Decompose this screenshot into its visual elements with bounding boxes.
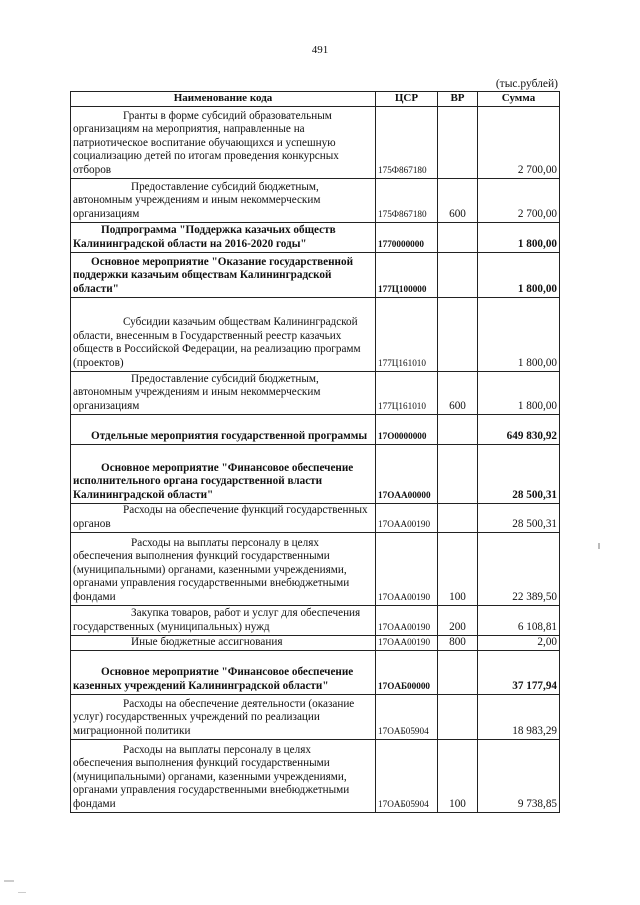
row-vr [438,650,478,694]
table-row [71,739,560,812]
row-vr: 600 [438,178,478,222]
row-csr: 17O0000000 [376,414,438,444]
row-csr: 177Ц100000 [376,252,438,297]
row-vr [438,252,478,297]
scan-mark [598,543,600,549]
column-header-sum: Сумма [478,92,560,107]
row-csr: 17OAA00190 [376,635,438,650]
row-name [71,252,376,297]
row-name [71,739,376,812]
table-row [71,178,560,222]
row-sum: 28 500,31 [478,444,560,503]
row-name-text: Основное мероприятие "Финансовое обеспечение исполнительного органа государственной власти Калининградской области" [73,461,354,501]
row-name-text: Субсидии казачьим обществам Калининградской области, внесенным в Государственный реестр казачьих обществ в Российской Федерации, на реализацию программ (проектов) [73,316,361,369]
row-csr: 175Ф867180 [376,178,438,222]
row-csr: 177Ц161010 [376,297,438,371]
row-sum: 2,00 [478,635,560,650]
row-name [71,635,376,650]
row-vr [438,222,478,252]
row-csr: 17OAA00190 [376,532,438,605]
row-name-text: Гранты в форме субсидий образовательным организациям на мероприятия, направленные на патриотическое воспитание обучающихся и успешную социализацию детей по итогам проведения конкурсных отборов [73,109,339,176]
row-csr: 17OAБ00000 [376,650,438,694]
row-vr [438,414,478,444]
row-vr: 200 [438,605,478,635]
row-sum: 28 500,31 [478,503,560,532]
row-vr [438,694,478,739]
row-name [71,650,376,694]
row-name-text: Расходы на обеспечение деятельности (оказание услуг) государственных учреждений по реализации миграционной политики [73,697,355,737]
table-row [71,222,560,252]
table-row [71,532,560,605]
column-header-csr: ЦСР [376,92,438,107]
row-csr: 1770000000 [376,222,438,252]
table-row [71,106,560,178]
table-row [71,297,560,371]
row-vr [438,106,478,178]
row-name-text: Закупка товаров, работ и услуг для обеспечения государственных (муниципальных) нужд [73,607,361,633]
row-name [71,371,376,414]
row-vr: 600 [438,371,478,414]
table-header-row [71,92,560,107]
row-name [71,178,376,222]
row-sum: 2 700,00 [478,106,560,178]
row-sum: 1 800,00 [478,371,560,414]
row-name [71,297,376,371]
row-vr: 800 [438,635,478,650]
row-sum: 649 830,92 [478,414,560,444]
row-sum: 22 389,50 [478,532,560,605]
row-sum: 37 177,94 [478,650,560,694]
row-sum: 1 800,00 [478,222,560,252]
column-header-vr: ВР [438,92,478,107]
row-name [71,414,376,444]
table-row [71,605,560,635]
table-row [71,694,560,739]
row-sum: 9 738,85 [478,739,560,812]
row-name [71,605,376,635]
row-vr [438,297,478,371]
table-row [71,635,560,650]
row-sum: 1 800,00 [478,297,560,371]
row-name-text: Основное мероприятие "Финансовое обеспечение казенных учреждений Калининградской области" [73,666,354,692]
row-csr: 17OAБ05904 [376,694,438,739]
row-sum: 2 700,00 [478,178,560,222]
row-name [71,444,376,503]
row-vr [438,503,478,532]
row-name-text: Подпрограмма "Поддержка казачьих обществ Калининградской области на 2016-2020 годы" [73,224,336,250]
table-row [71,414,560,444]
row-csr: 175Ф867180 [376,106,438,178]
row-sum: 1 800,00 [478,252,560,297]
unit-label: (тыс.рублей) [495,78,558,90]
column-header-name: Наименование кода [71,92,376,107]
table-row [71,444,560,503]
row-name [71,106,376,178]
row-csr: 17OAБ05904 [376,739,438,812]
row-name [71,694,376,739]
table-row [71,252,560,297]
table-row [71,503,560,532]
row-name [71,222,376,252]
row-csr: 17OAA00190 [376,503,438,532]
row-sum: 18 983,29 [478,694,560,739]
page-number: 491 [311,44,329,56]
row-name-text: Отдельные мероприятия государственной программы [91,430,368,442]
row-csr: 17OAA00190 [376,605,438,635]
row-csr: 177Ц161010 [376,371,438,414]
row-vr: 100 [438,532,478,605]
scan-mark [4,880,14,882]
row-csr: 17OAA00000 [376,444,438,503]
scan-mark [18,892,26,893]
row-vr [438,444,478,503]
row-name-text: Иные бюджетные ассигнования [131,636,283,648]
row-name-text: Предоставление субсидий бюджетным, автономным учреждениям и иным некоммерческим организациям [73,180,321,220]
row-name [71,532,376,605]
row-name-text: Расходы на выплаты персоналу в целях обеспечения выполнения функций государственными (муниципальными) органами, казенными учреждениями, органами управления государственными внебюджетными фондами [73,743,350,810]
row-name-text: Расходы на обеспечение функций государственных органов [73,504,368,530]
table-row [71,371,560,414]
row-name-text: Основное мероприятие "Оказание государственной поддержки казачьим обществам Калининградской области" [73,255,354,295]
row-name-text: Предоставление субсидий бюджетным, автономным учреждениям и иным некоммерческим организациям [73,372,321,412]
budget-table [70,91,560,813]
row-sum: 6 108,81 [478,605,560,635]
table-row [71,650,560,694]
row-vr: 100 [438,739,478,812]
row-name-text: Расходы на выплаты персоналу в целях обеспечения выполнения функций государственными (муниципальными) органами, казенными учреждениями, органами управления государственными внебюджетными фондами [73,536,350,603]
row-name [71,503,376,532]
